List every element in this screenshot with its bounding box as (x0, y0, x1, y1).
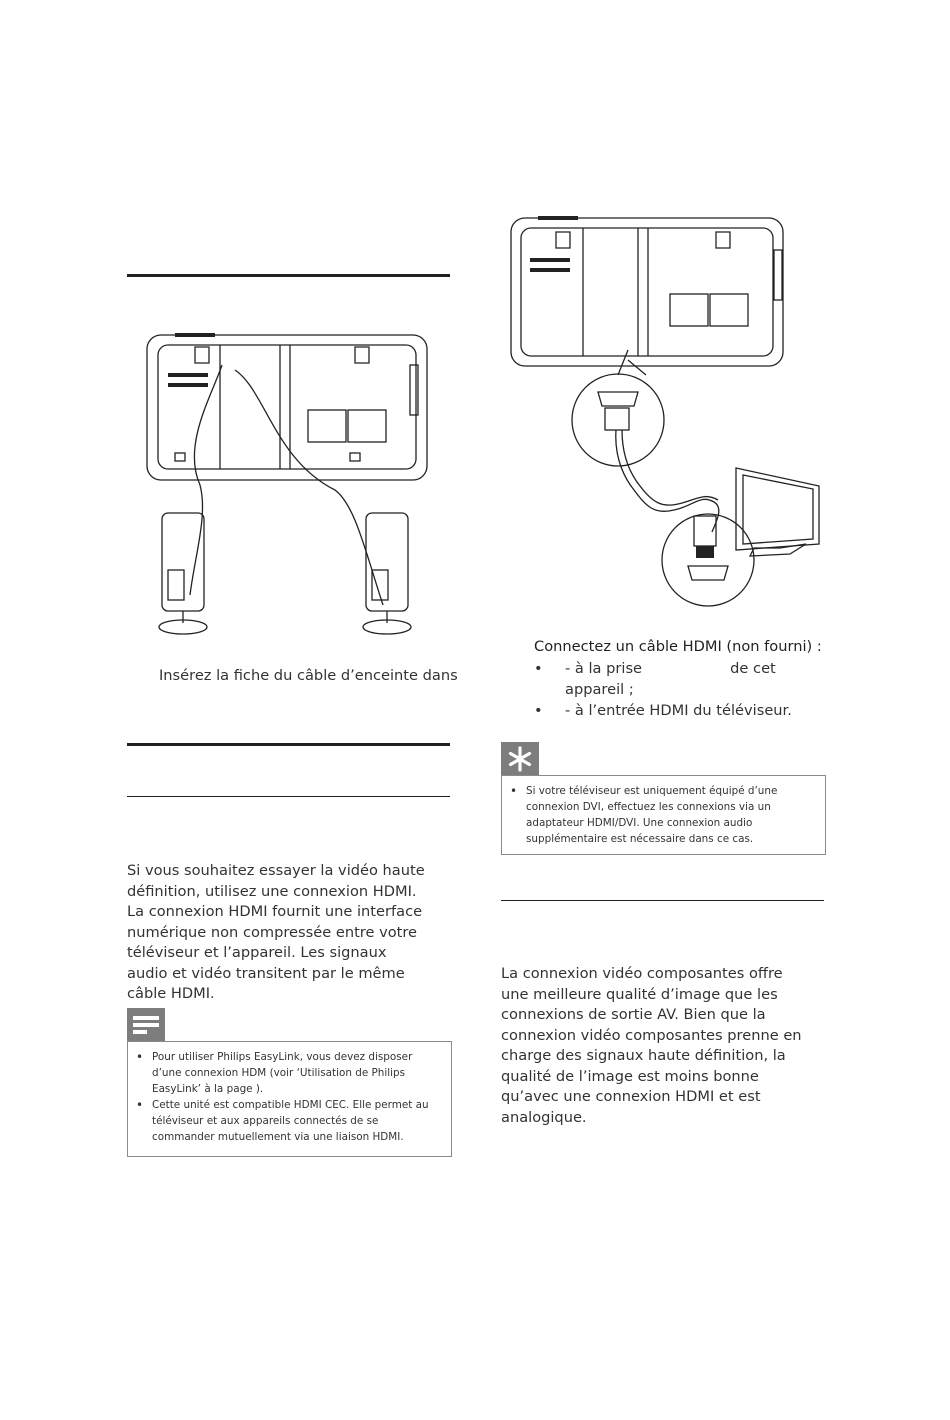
note-item: • Pour utiliser Philips EasyLink, vous devez disposer d’une connexion HDM (voir ‘Utilisation de Philips EasyLink’ à la page ). (128, 1049, 443, 1097)
speaker-caption: Insérez la fiche du câble d’enceinte dans (159, 667, 458, 684)
subsection-rule-hdmi (127, 796, 450, 797)
connect-hdmi-heading: Connectez un câble HDMI (non fourni) : (534, 638, 822, 655)
speaker-connection-illustration (140, 325, 440, 640)
component-intro-paragraph: La connexion vidéo composantes offre une meilleure qualité d’image que les connexions de sortie AV. Bien que la connexion vidéo composantes prenne en charge des signaux haute définition, la qualité de l’image est moins bonne qu’avec une connexion HDMI et est analogique. (501, 965, 802, 1126)
note-icon (127, 1008, 165, 1042)
connect-bullet-1: • - à la prise de cet appareil ; (534, 659, 804, 700)
subsection-rule-component (501, 900, 824, 901)
connect-bullet-2: • - à l’entrée HDMI du téléviseur. (534, 701, 824, 722)
tip-asterisk-icon (501, 742, 539, 776)
section-rule-hdmi (127, 743, 450, 746)
connect-bullet-2-text: - à l’entrée HDMI du téléviseur. (565, 702, 792, 719)
note-item: • Cette unité est compatible HDMI CEC. Elle permet au téléviseur et aux appareils connectés de se commander mutuellement via une liaison HDMI. (128, 1097, 443, 1145)
hdmi-intro-paragraph: Si vous souhaitez essayer la vidéo haute définition, utilisez une connexion HDMI. La connexion HDMI fournit une interface numérique non compressée entre votre téléviseur et l’appareil. Les signaux audio et vidéo transitent par le même câble HDMI. (127, 862, 425, 1002)
connect-bullet-1-text: - à la prise de cet appareil ; (565, 660, 781, 698)
hdmi-connection-illustration (508, 210, 826, 610)
note-box (127, 1041, 452, 1157)
tip-item: • Si votre téléviseur est uniquement équipé d’une connexion DVI, effectuez les connexions via un adaptateur HDMI/DVI. Une connexion audio supplémentaire est nécessaire dans ce cas. (502, 783, 789, 847)
tip-box (501, 775, 826, 855)
section-rule-speakers (127, 274, 450, 277)
